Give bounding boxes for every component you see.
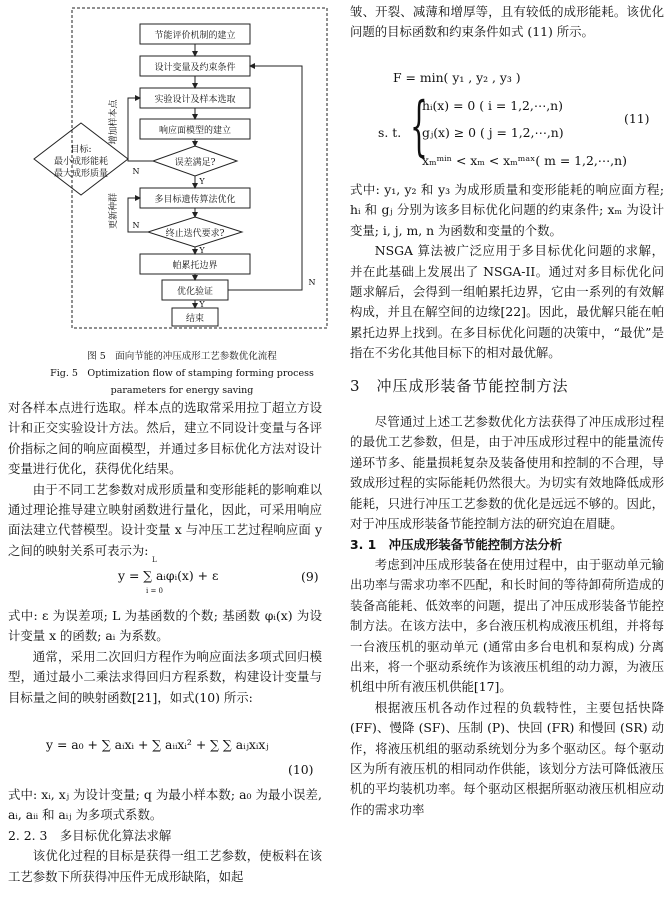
- right-column: [350, 2, 664, 43]
- right-column-2: [350, 180, 664, 820]
- left-column-2: [8, 606, 322, 708]
- paragraph: 皱、开裂、减薄和增厚等，且有较低的成形能耗。该优化问题的目标函数和约束条件如式 (11) 所示。: [350, 4, 664, 40]
- yes-label: Y: [199, 177, 205, 186]
- left-column: [8, 398, 322, 561]
- left-column-3: [8, 785, 322, 887]
- paragraph: NSGA 算法被广泛应用于多目标优化问题的求解，并在此基础上发展出了 NSGA-II。通过对多目标优化问题求解后，会得到一组帕累托边界，它由一系列的有效解构成，并且在解空间的边缘[22]。因此，最优解只能在帕累托边界上找到。在多目标优化问题的决策中，“最优”是指在不劣化其他目标下的相对最优解。: [350, 243, 664, 361]
- node-text: 实验设计及样本选取: [154, 95, 236, 105]
- figure-caption-en: Fig. 5 Optimization flow of stamping forming process: [50, 368, 314, 379]
- goal-text: 最大成形质量: [53, 169, 109, 179]
- node-text: 节能评价机制的建立: [154, 31, 236, 41]
- equation-9-body: y = ∑ aᵢφᵢ(x) + ε: [118, 568, 219, 583]
- eq11-row-1: hᵢ(x) = 0 ( i = 1,2,⋯,n): [422, 98, 563, 113]
- node-text: 帕累托边界: [172, 261, 218, 271]
- node-text: 多目标遗传算法优化: [154, 195, 236, 205]
- section-heading: 3 冲压成形装备节能控制方法: [350, 376, 569, 395]
- paragraph: 根据液压机各动作过程的负载特性，主要包括快降 (FF)、慢降 (SF)、压制 (P)、快回 (FR) 和慢回 (SR) 动作，将液压机组的驱动系统划分为多个驱动区。每个驱动区为所有液压机的相同动作供能，该划分方法可降低液压机的平均装机功率。每个驱动区根据所驱动液压机相应动作的需求功率: [350, 699, 664, 817]
- eq11-st: s. t.: [378, 125, 402, 140]
- equation-number: (10): [288, 762, 314, 777]
- node-text: 响应面模型的建立: [158, 126, 232, 136]
- eq11-row-3: xₘᵐⁱⁿ < xₘ < xₘᵐᵃˣ( m = 1,2,⋯,n): [422, 153, 627, 168]
- yes-label: Y: [199, 300, 205, 309]
- equation-10-body: y = a₀ + ∑ aᵢxᵢ + ∑ aᵢᵢxᵢ² + ∑ ∑ aᵢⱼxᵢxⱼ: [46, 737, 269, 752]
- paragraph: 通常，采用二次回归方程作为响应面法多项式回归模型，通过最小二乘法求得回归方程系数，构建设计变量与目标量之间的映射函数[21]，如式(10) 所示:: [8, 648, 322, 705]
- figure-caption-cn: 图 5 面向节能的冲压成形工艺参数优化流程: [87, 351, 277, 362]
- figure-caption-en-2: parameters for energy saving: [110, 385, 254, 396]
- eq11-objective: F = min( y₁ , y₂ , y₃ ): [393, 70, 521, 85]
- paragraph: 尽管通过上述工艺参数优化方法获得了冲压成形过程的最优工艺参数，但是，由于冲压成形过程中的能量流传递环节多、能量损耗复杂及装备使用和控制的不合理，导致成形过程的实际能耗仍然很大。为切实有效地降低成形能耗，只进行冲压工艺参数的优化是远远不够的。因此，对于冲压成形装备节能控制方法的研究迫在眉睫。: [350, 414, 664, 532]
- node-text: 终止迭代要求?: [165, 229, 225, 239]
- node-text: 优化验证: [176, 287, 214, 297]
- eq11-brace: {: [410, 88, 428, 164]
- paragraph: 式中: xᵢ, xⱼ 为设计变量; q 为最小样本数; a₀ 为最小误差, aᵢ, aᵢᵢ 和 aᵢⱼ 为多项式系数。: [8, 787, 322, 823]
- equation-10: [46, 737, 269, 752]
- no-label: N: [132, 221, 140, 230]
- subsection-heading: 3. 1 冲压成形装备节能控制方法分析: [350, 536, 563, 552]
- subsection-heading: 2. 2. 3 多目标优化算法求解: [8, 827, 172, 843]
- no-label: N: [308, 278, 316, 287]
- goal-text: 最小成形能耗: [53, 157, 109, 167]
- paragraph: 考虑到冲压成形装备在使用过程中，由于驱动单元输出功率与需求功率不匹配，和长时间的等待卸荷所造成的装备高能耗、低效率的问题，提出了冲压成形装备节能控制方法。在该方法中，多台液压机构成液压机组，并将每一台液压机的驱动单元 (通常由多台电机和泵构成) 分离出来，将一个驱动系统作为该液压机组的动力源，为液压机组中所有液压机供能[17]。: [350, 556, 664, 695]
- paragraph: 该优化过程的目标是获得一组工艺参数，使板料在该工艺参数下所获得冲压件无成形缺陷，如起: [8, 848, 322, 884]
- no-label: N: [132, 167, 140, 176]
- paragraph: 式中: y₁, y₂ 和 y₃ 为成形质量和变形能耗的响应面方程; hᵢ 和 gⱼ 分别为该多目标优化问题的约束条件; xₘ 为设计变量; i, j, m, n 为函数和变量的个数。: [350, 182, 664, 238]
- goal-text: 目标:: [70, 145, 92, 155]
- paragraph: 由于不同工艺参数对成形质量和变形能耗的影响难以通过理论推导建立映射函数进行量化，因此，可采用响应面法建立代替模型。设计变量 x 与冲压工艺过程响应面 y 之间的映射关系可表示为:: [8, 481, 322, 558]
- node-text: 结束: [185, 314, 205, 324]
- yes-label: Y: [199, 246, 205, 255]
- eq9-sum-top: L: [152, 556, 157, 564]
- equation-9: [118, 568, 218, 583]
- eq11-row-2: gⱼ(x) ≥ 0 ( j = 1,2,⋯,n): [422, 125, 564, 140]
- figure-5: [32, 6, 332, 398]
- eq9-sum-bottom: i = 0: [146, 587, 164, 595]
- paragraph: 式中: ε 为误差项; L 为基函数的个数; 基函数 φᵢ(x) 为设计变量 x 的函数; aᵢ 为系数。: [8, 608, 322, 644]
- flowchart: [32, 6, 332, 351]
- side-label-update-population: 更新种群: [109, 192, 119, 230]
- equation-number: (11): [624, 111, 650, 126]
- node-text: 误差满足?: [174, 158, 216, 168]
- node-text: 设计变量及约束条件: [154, 63, 236, 73]
- equation-number: (9): [301, 569, 319, 584]
- side-label-add-samples: 增加样本点: [109, 99, 119, 145]
- paragraph: 对各样本点进行选取。样本点的选取常采用拉丁超立方设计和正交实验设计方法。然后，建立不同设计变量与各评价指标之间的响应面模型，并通过多目标优化方法对设计变量进行优化，获得优化结果。: [8, 400, 322, 477]
